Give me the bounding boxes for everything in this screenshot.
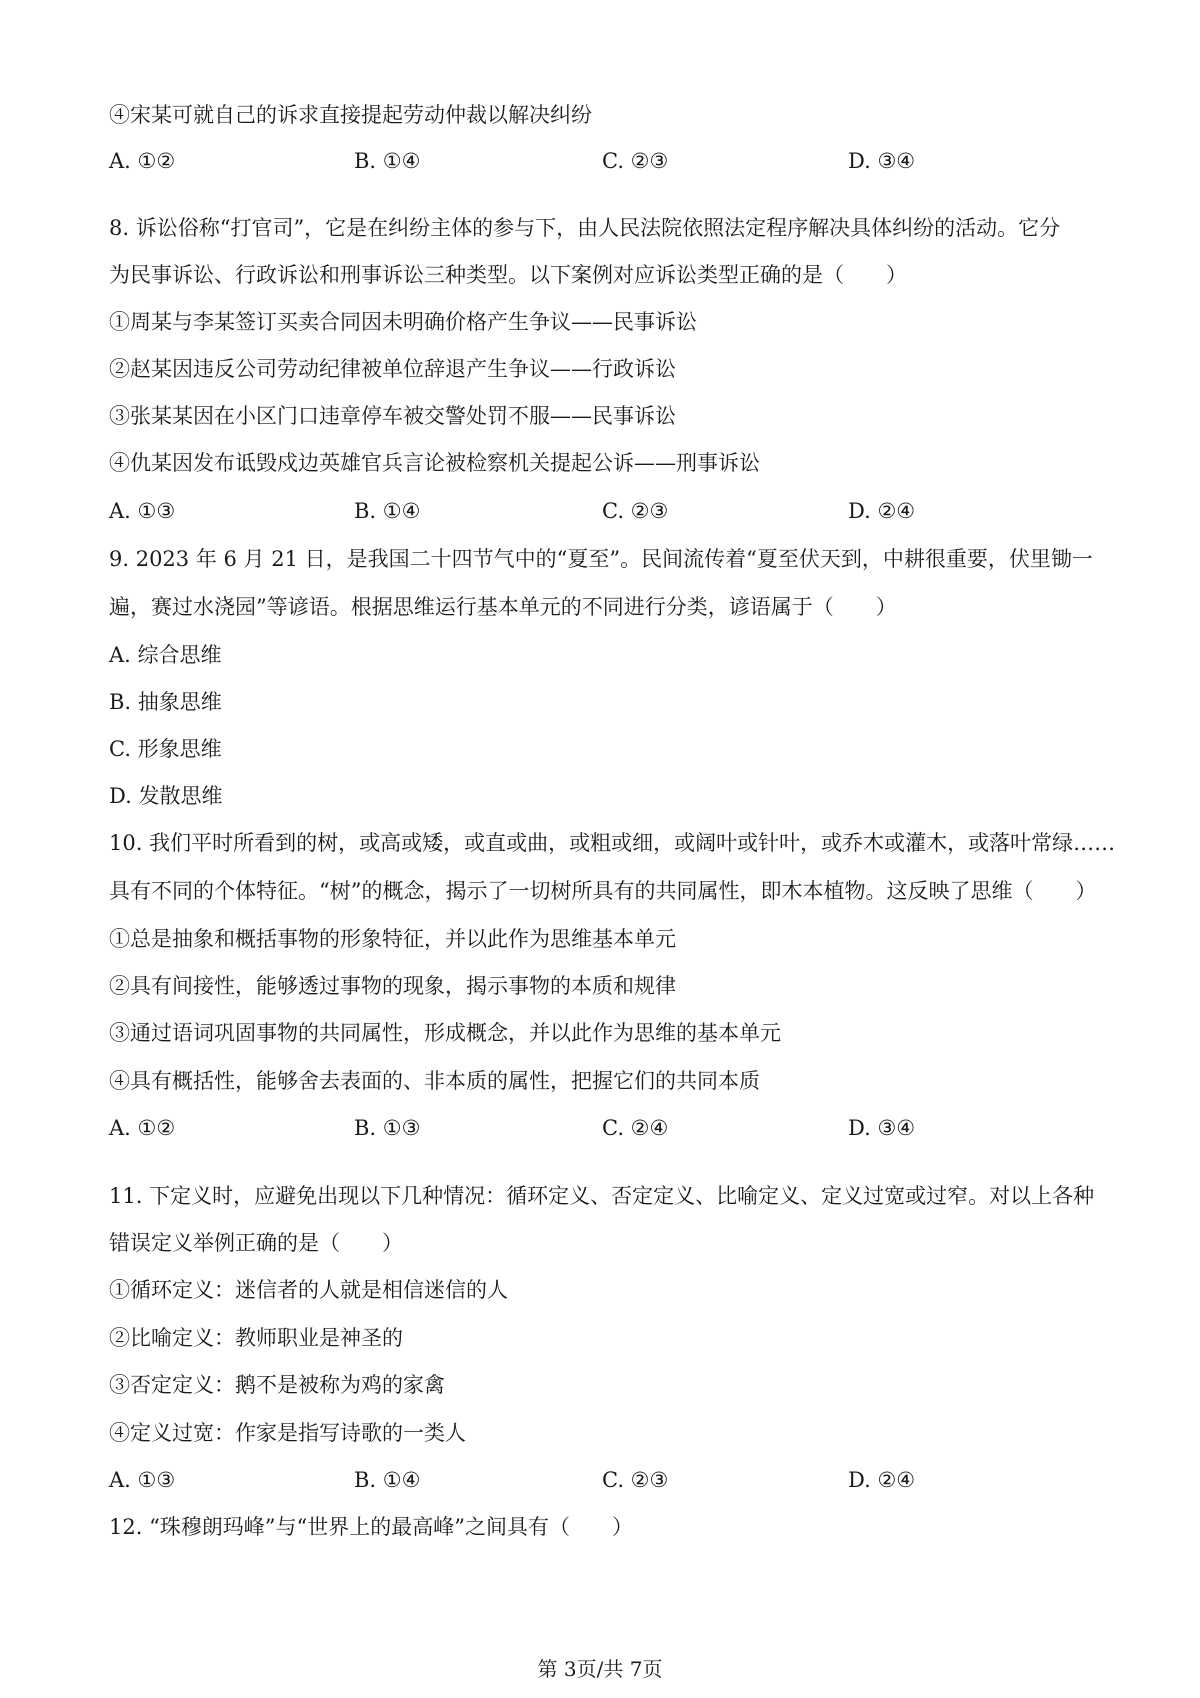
q9-choice-d: D. 发散思维 [109, 784, 223, 808]
q10-item-3: ③通过语词巩固事物的共同属性，形成概念，并以此作为思维的基本单元 [109, 1021, 781, 1045]
q8-item-3: ③张某某因在小区门口违章停车被交警处罚不服——民事诉讼 [109, 404, 676, 428]
q8-item-2: ②赵某因违反公司劳动纪律被单位辞退产生争议——行政诉讼 [109, 357, 676, 381]
q11-options [109, 1465, 1109, 1495]
q11-stem-line-2: 错误定义举例正确的是（ ） [109, 1231, 403, 1255]
q11-option-b: B. ①④ [354, 1468, 421, 1492]
q10-stem-line-1: 10. 我们平时所看到的树，或高或矮，或直或曲，或粗或细，或阔叶或针叶，或乔木或灌木，或落叶常绿…… [109, 831, 1116, 855]
q8-option-b: B. ①④ [354, 499, 421, 523]
page-number-footer: 第 3页/共 7页 [537, 1657, 663, 1681]
q7-option-b: B. ①④ [354, 149, 421, 173]
q11-option-d: D. ②④ [848, 1468, 916, 1492]
q9-choice-c: C. 形象思维 [109, 737, 222, 761]
q11-item-2: ②比喻定义：教师职业是神圣的 [109, 1326, 403, 1350]
q11-option-c: C. ②③ [602, 1468, 669, 1492]
q8-stem-line-1: 8. 诉讼俗称“打官司”，它是在纠纷主体的参与下，由人民法院依照法定程序解决具体纠纷的活动。它分 [109, 216, 1061, 240]
q8-stem-line-2: 为民事诉讼、行政诉讼和刑事诉讼三种类型。以下案例对应诉讼类型正确的是（ ） [109, 263, 907, 287]
q8-option-c: C. ②③ [602, 499, 669, 523]
q8-option-a: A. ①③ [109, 499, 176, 523]
q11-item-4: ④定义过宽：作家是指写诗歌的一类人 [109, 1421, 466, 1445]
q10-option-c: C. ②④ [602, 1116, 669, 1140]
q10-option-b: B. ①③ [354, 1116, 421, 1140]
q9-stem-line-2: 遍，赛过水浇园”等谚语。根据思维运行基本单元的不同进行分类，谚语属于（ ） [109, 595, 897, 619]
q8-item-4: ④仇某因发布诋毁戍边英雄官兵言论被检察机关提起公诉——刑事诉讼 [109, 451, 760, 475]
q7-option-a: A. ①② [109, 149, 176, 173]
q7-option-d: D. ③④ [848, 149, 916, 173]
q10-options [109, 1113, 1109, 1143]
q7-option-c: C. ②③ [602, 149, 669, 173]
q10-option-a: A. ①② [109, 1116, 176, 1140]
q9-stem-line-1: 9. 2023 年 6 月 21 日，是我国二十四节气中的“夏至”。民间流传着“夏至伏天到，中耕很重要，伏里锄一 [109, 547, 1093, 571]
q11-stem-line-1: 11. 下定义时，应避免出现以下几种情况：循环定义、否定定义、比喻定义、定义过宽或过窄。对以上各种 [109, 1184, 1095, 1208]
q11-item-3: ③否定定义：鹅不是被称为鸡的家禽 [109, 1373, 445, 1397]
q10-stem-line-2: 具有不同的个体特征。“树”的概念，揭示了一切树所具有的共同属性，即木本植物。这反映了思维（ ） [109, 879, 1097, 903]
q9-choice-a: A. 综合思维 [109, 643, 222, 667]
q12-stem-line-1: 12. “珠穆朗玛峰”与“世界上的最高峰”之间具有（ ） [109, 1515, 634, 1539]
q7-options [109, 146, 1109, 176]
q7-item-4: ④宋某可就自己的诉求直接提起劳动仲裁以解决纠纷 [109, 103, 592, 127]
q9-choice-b: B. 抽象思维 [109, 690, 222, 714]
q10-item-4: ④具有概括性，能够舍去表面的、非本质的属性，把握它们的共同本质 [109, 1069, 760, 1093]
q10-item-2: ②具有间接性，能够透过事物的现象，揭示事物的本质和规律 [109, 974, 676, 998]
q10-item-1: ①总是抽象和概括事物的形象特征，并以此作为思维基本单元 [109, 927, 676, 951]
q11-option-a: A. ①③ [109, 1468, 176, 1492]
q8-item-1: ①周某与李某签订买卖合同因未明确价格产生争议——民事诉讼 [109, 310, 697, 334]
q8-options [109, 496, 1109, 526]
q10-option-d: D. ③④ [848, 1116, 916, 1140]
q8-option-d: D. ②④ [848, 499, 916, 523]
q11-item-1: ①循环定义：迷信者的人就是相信迷信的人 [109, 1278, 508, 1302]
